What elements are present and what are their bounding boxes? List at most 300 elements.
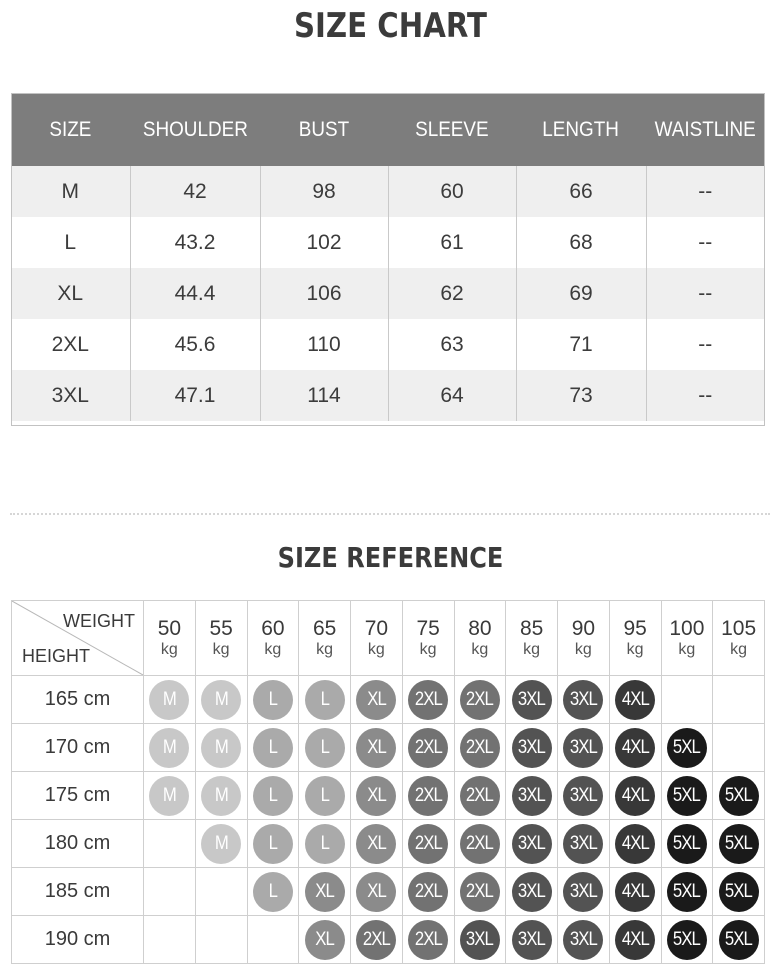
size-reference-cell	[454, 868, 506, 916]
weight-value: 65	[312, 617, 337, 640]
size-badge-label: 5XL	[725, 880, 753, 902]
size-badge-label: 5XL	[673, 928, 701, 950]
table-row	[11, 268, 764, 319]
weight-value: 70	[364, 617, 389, 640]
size-reference-cell	[351, 724, 403, 772]
size-reference-cell	[558, 772, 610, 820]
size-reference-cell	[402, 868, 454, 916]
size-reference-cell	[195, 820, 247, 868]
size-reference-cell	[713, 916, 765, 964]
size-badge-label: 2XL	[466, 688, 494, 710]
size-reference-cell	[713, 772, 765, 820]
size-badge-label: 3XL	[569, 688, 597, 710]
size-badge-label: XL	[367, 832, 386, 854]
table-row	[12, 676, 765, 724]
size-badge-label: 5XL	[673, 784, 701, 806]
size-badge	[149, 728, 189, 768]
weight-header-cell	[506, 601, 558, 676]
size-reference-cell	[144, 820, 196, 868]
column-header	[260, 93, 388, 166]
weight-value: 60	[261, 617, 285, 640]
size-reference-cell	[144, 724, 196, 772]
size-badge-label: L	[320, 736, 329, 758]
size-badge	[615, 920, 655, 960]
size-badge-label: XL	[367, 880, 386, 902]
size-reference-cell	[454, 820, 506, 868]
measurement-cell: 60	[388, 166, 516, 217]
size-badge	[719, 872, 759, 912]
weight-value: 105	[721, 617, 757, 640]
size-badge-label: L	[320, 688, 329, 710]
size-badge-label: 2XL	[414, 736, 442, 758]
measurement-cell: 69	[516, 268, 646, 319]
size-badge-label: 3XL	[569, 736, 597, 758]
size-reference-cell	[247, 676, 299, 724]
size-reference-table	[11, 600, 765, 964]
weight-header-cell	[661, 601, 713, 676]
measurement-cell: 71	[516, 319, 646, 370]
measurement-cell: 63	[388, 319, 516, 370]
size-reference-cell	[351, 676, 403, 724]
weight-value: 75	[416, 617, 440, 640]
weight-value: 90	[571, 617, 596, 640]
size-badge	[305, 824, 345, 864]
column-header-label: LENGTH	[542, 117, 620, 141]
size-badge	[615, 872, 655, 912]
size-badge	[460, 872, 500, 912]
size-badge	[563, 920, 603, 960]
size-badge-label: 4XL	[621, 928, 649, 950]
height-label: 170 cm	[12, 724, 144, 772]
size-badge-label: 2XL	[466, 736, 494, 758]
size-badge-label: 5XL	[673, 880, 701, 902]
table-row	[11, 370, 764, 421]
size-badge	[563, 728, 603, 768]
size-badge-label: 2XL	[466, 784, 494, 806]
size-badge-label: 4XL	[621, 880, 649, 902]
weight-unit: kg	[574, 641, 592, 658]
size-badge	[512, 776, 552, 816]
size-badge	[563, 824, 603, 864]
size-badge	[667, 728, 707, 768]
weight-value: 95	[623, 617, 647, 640]
size-badge	[408, 824, 448, 864]
size-badge-label: M	[214, 784, 228, 806]
size-badge-label: 2XL	[466, 832, 494, 854]
size-badge	[356, 728, 396, 768]
weight-header-row	[12, 601, 765, 676]
size-badge-label: 5XL	[725, 832, 753, 854]
size-badge	[512, 920, 552, 960]
size-badge	[667, 824, 707, 864]
size-badge-label: L	[268, 832, 278, 854]
height-label: 175 cm	[12, 772, 144, 820]
size-badge	[149, 680, 189, 720]
measurement-cell: 98	[260, 166, 388, 217]
measurement-cell: 110	[260, 319, 388, 370]
size-reference-cell	[247, 916, 299, 964]
size-badge	[201, 728, 241, 768]
size-badge	[719, 776, 759, 816]
size-badge	[667, 920, 707, 960]
size-reference-cell	[402, 724, 454, 772]
size-badge	[305, 872, 345, 912]
size-reference-cell	[195, 676, 247, 724]
size-badge-label: 2XL	[414, 688, 442, 710]
size-reference-cell	[609, 724, 661, 772]
size-reference-cell	[661, 820, 713, 868]
weight-unit: kg	[523, 641, 541, 658]
column-header-label: SLEEVE	[415, 117, 489, 141]
measurement-cell: 61	[388, 217, 516, 268]
table-row	[12, 868, 765, 916]
size-badge-label: 4XL	[621, 688, 649, 710]
weight-unit: kg	[160, 641, 178, 658]
size-reference-title: SIZE REFERENCE	[277, 541, 504, 574]
size-reference-cell	[299, 868, 351, 916]
measurement-cell: 44.4	[130, 268, 260, 319]
weight-header-cell	[299, 601, 351, 676]
size-badge	[305, 680, 345, 720]
measurement-cell: 64	[388, 370, 516, 421]
size-badge-label: 5XL	[673, 736, 701, 758]
weight-unit: kg	[626, 641, 644, 658]
size-badge-label: 3XL	[569, 928, 597, 950]
size-badge	[667, 776, 707, 816]
weight-header-cell	[351, 601, 403, 676]
column-header	[516, 93, 646, 166]
size-badge	[460, 920, 500, 960]
size-badge	[512, 680, 552, 720]
size-badge-label: XL	[367, 736, 386, 758]
weight-unit: kg	[678, 641, 696, 658]
size-reference-cell	[351, 820, 403, 868]
measurement-cell: --	[646, 319, 764, 370]
size-reference-cell	[609, 820, 661, 868]
size-badge-label: L	[320, 784, 329, 806]
size-badge-label: 4XL	[621, 736, 649, 758]
size-chart-header-row	[11, 93, 764, 166]
weight-header-cell	[195, 601, 247, 676]
column-header	[130, 93, 260, 166]
size-chart-title: SIZE CHART	[293, 6, 487, 46]
size-reference-cell	[713, 724, 765, 772]
size-badge	[615, 728, 655, 768]
size-badge-label: M	[214, 736, 228, 758]
size-reference-cell	[299, 820, 351, 868]
size-reference-cell	[299, 676, 351, 724]
size-badge-label: L	[268, 736, 278, 758]
size-reference-cell	[247, 820, 299, 868]
measurement-cell: --	[646, 217, 764, 268]
measurement-cell: 42	[130, 166, 260, 217]
size-reference-cell	[506, 724, 558, 772]
size-reference-cell	[299, 772, 351, 820]
size-badge-label: 2XL	[414, 880, 442, 902]
size-reference-cell	[609, 772, 661, 820]
measurement-cell: 45.6	[130, 319, 260, 370]
height-label: 180 cm	[12, 820, 144, 868]
size-badge-label: L	[268, 784, 278, 806]
measurement-cell: 47.1	[130, 370, 260, 421]
column-header	[11, 93, 130, 166]
size-badge	[460, 680, 500, 720]
size-badge-label: 3XL	[518, 688, 546, 710]
size-cell: 2XL	[11, 319, 130, 370]
size-reference-cell	[506, 868, 558, 916]
size-reference-cell	[402, 772, 454, 820]
size-cell: XL	[11, 268, 130, 319]
table-row	[12, 772, 765, 820]
size-reference-cell	[351, 772, 403, 820]
size-badge	[408, 680, 448, 720]
measurement-cell: 68	[516, 217, 646, 268]
weight-axis-label: WEIGHT	[63, 611, 135, 631]
size-badge-label: 3XL	[518, 784, 546, 806]
size-badge	[149, 776, 189, 816]
measurement-cell: --	[646, 166, 764, 217]
height-label: 165 cm	[12, 676, 144, 724]
measurement-cell: 102	[260, 217, 388, 268]
size-badge	[667, 872, 707, 912]
size-reference-cell	[195, 724, 247, 772]
weight-value: 85	[519, 617, 544, 640]
size-badge-label: L	[268, 688, 278, 710]
measurement-cell: 106	[260, 268, 388, 319]
weight-unit: kg	[264, 641, 282, 658]
size-badge-label: 4XL	[621, 784, 649, 806]
height-label: 190 cm	[12, 916, 144, 964]
size-reference-cell	[558, 676, 610, 724]
size-badge-label: XL	[315, 928, 334, 950]
size-reference-cell	[351, 868, 403, 916]
size-badge	[201, 824, 241, 864]
size-badge	[512, 728, 552, 768]
size-badge-label: 3XL	[569, 832, 597, 854]
size-badge-label: L	[268, 880, 278, 902]
column-header-label: BUST	[298, 117, 350, 141]
weight-unit: kg	[212, 641, 230, 658]
size-badge-label: 5XL	[725, 928, 753, 950]
size-badge	[615, 824, 655, 864]
size-reference-cell	[402, 820, 454, 868]
size-cell: M	[11, 166, 130, 217]
weight-value: 50	[157, 617, 182, 640]
size-reference-cell	[609, 676, 661, 724]
table-row	[11, 217, 764, 268]
size-reference-cell	[661, 772, 713, 820]
weight-value: 100	[669, 617, 705, 640]
size-badge	[408, 872, 448, 912]
size-reference-cell	[195, 772, 247, 820]
measurement-cell: --	[646, 370, 764, 421]
size-badge-label: 3XL	[569, 784, 597, 806]
weight-header-cell	[402, 601, 454, 676]
size-reference-cell	[661, 724, 713, 772]
weight-header-cell	[247, 601, 299, 676]
size-reference-cell	[454, 724, 506, 772]
size-badge	[356, 920, 396, 960]
table-row	[12, 916, 765, 964]
size-badge-label: L	[320, 832, 329, 854]
size-badge-label: 3XL	[466, 928, 494, 950]
size-badge	[460, 728, 500, 768]
size-reference-cell	[247, 868, 299, 916]
size-badge-label: 2XL	[414, 928, 442, 950]
size-reference-cell	[454, 916, 506, 964]
weight-unit: kg	[471, 641, 489, 658]
height-axis-label: HEIGHT	[22, 646, 91, 666]
size-badge-label: 3XL	[569, 880, 597, 902]
size-badge-label: 2XL	[466, 880, 494, 902]
measurement-cell: 43.2	[130, 217, 260, 268]
size-badge	[512, 872, 552, 912]
size-badge	[305, 728, 345, 768]
size-reference-cell	[506, 772, 558, 820]
size-reference-cell	[609, 868, 661, 916]
weight-header-cell	[144, 601, 196, 676]
size-reference-cell	[247, 724, 299, 772]
weight-header-cell	[454, 601, 506, 676]
size-reference-cell	[661, 916, 713, 964]
size-reference-cell	[144, 772, 196, 820]
size-reference-cell	[713, 868, 765, 916]
size-badge	[356, 776, 396, 816]
size-reference-cell	[144, 868, 196, 916]
size-badge-label: M	[214, 688, 228, 710]
size-badge	[253, 872, 293, 912]
corner-cell	[12, 601, 144, 676]
size-reference-cell	[195, 868, 247, 916]
table-row	[11, 319, 764, 370]
size-badge	[563, 680, 603, 720]
section-divider	[10, 513, 770, 515]
size-badge-label: 3XL	[518, 832, 546, 854]
size-badge	[305, 920, 345, 960]
size-badge-label: 2XL	[414, 832, 442, 854]
size-badge	[719, 824, 759, 864]
size-badge-label: XL	[315, 880, 334, 902]
size-badge	[408, 728, 448, 768]
weight-header-cell	[609, 601, 661, 676]
size-badge	[356, 824, 396, 864]
size-badge-label: 5XL	[673, 832, 701, 854]
size-reference-cell	[299, 724, 351, 772]
size-reference-cell	[661, 868, 713, 916]
size-badge	[460, 824, 500, 864]
size-badge	[305, 776, 345, 816]
column-header	[388, 93, 516, 166]
size-chart-table	[11, 93, 764, 421]
size-reference-cell	[247, 772, 299, 820]
size-badge-label: M	[162, 736, 176, 758]
size-badge	[563, 872, 603, 912]
size-badge	[563, 776, 603, 816]
size-badge-label: 4XL	[621, 832, 649, 854]
size-reference-cell	[558, 868, 610, 916]
size-reference-cell	[558, 820, 610, 868]
size-badge	[356, 680, 396, 720]
column-header	[646, 93, 764, 166]
size-reference-cell	[609, 916, 661, 964]
weight-header-cell	[713, 601, 765, 676]
size-reference-cell	[454, 676, 506, 724]
size-badge	[615, 680, 655, 720]
size-badge	[615, 776, 655, 816]
size-badge-label: 5XL	[725, 784, 753, 806]
size-reference-cell	[713, 820, 765, 868]
weight-header-cell	[558, 601, 610, 676]
weight-value: 55	[209, 617, 233, 640]
size-badge-label: 2XL	[362, 928, 390, 950]
size-badge	[460, 776, 500, 816]
size-reference-cell	[506, 676, 558, 724]
size-reference-cell	[402, 676, 454, 724]
size-reference-cell	[506, 916, 558, 964]
size-reference-cell	[558, 916, 610, 964]
size-badge-label: 2XL	[414, 784, 442, 806]
column-header-label: WAISTLINE	[654, 117, 756, 141]
weight-unit: kg	[730, 641, 748, 658]
measurement-cell: 73	[516, 370, 646, 421]
size-reference-cell	[144, 916, 196, 964]
size-badge-label: M	[162, 784, 176, 806]
column-header-label: SIZE	[49, 117, 92, 141]
size-badge	[253, 776, 293, 816]
size-reference-cell	[661, 676, 713, 724]
size-badge-label: 3XL	[518, 880, 546, 902]
size-reference-cell	[713, 676, 765, 724]
measurement-cell: 62	[388, 268, 516, 319]
size-reference-cell	[351, 916, 403, 964]
column-header-label: SHOULDER	[142, 117, 248, 141]
size-badge-label: M	[162, 688, 176, 710]
table-row	[12, 724, 765, 772]
size-badge-label: 3XL	[518, 928, 546, 950]
size-reference-cell	[299, 916, 351, 964]
size-badge	[253, 824, 293, 864]
size-badge	[253, 728, 293, 768]
size-reference-cell	[402, 916, 454, 964]
size-badge	[512, 824, 552, 864]
size-badge	[201, 680, 241, 720]
size-badge	[356, 872, 396, 912]
weight-unit: kg	[316, 641, 334, 658]
weight-unit: kg	[367, 641, 385, 658]
weight-unit: kg	[419, 641, 437, 658]
measurement-cell: 66	[516, 166, 646, 217]
size-badge	[408, 776, 448, 816]
size-reference-cell	[558, 724, 610, 772]
size-cell: L	[11, 217, 130, 268]
size-cell: 3XL	[11, 370, 130, 421]
size-badge	[201, 776, 241, 816]
size-reference-cell	[144, 676, 196, 724]
height-label: 185 cm	[12, 868, 144, 916]
measurement-cell: 114	[260, 370, 388, 421]
size-reference-cell	[506, 820, 558, 868]
size-badge-label: XL	[367, 688, 386, 710]
size-reference-cell	[454, 772, 506, 820]
weight-value: 80	[468, 617, 492, 640]
size-badge	[719, 920, 759, 960]
size-badge-label: 3XL	[518, 736, 546, 758]
size-badge-label: XL	[367, 784, 386, 806]
size-badge	[253, 680, 293, 720]
table-row	[11, 166, 764, 217]
size-reference-cell	[195, 916, 247, 964]
measurement-cell: --	[646, 268, 764, 319]
